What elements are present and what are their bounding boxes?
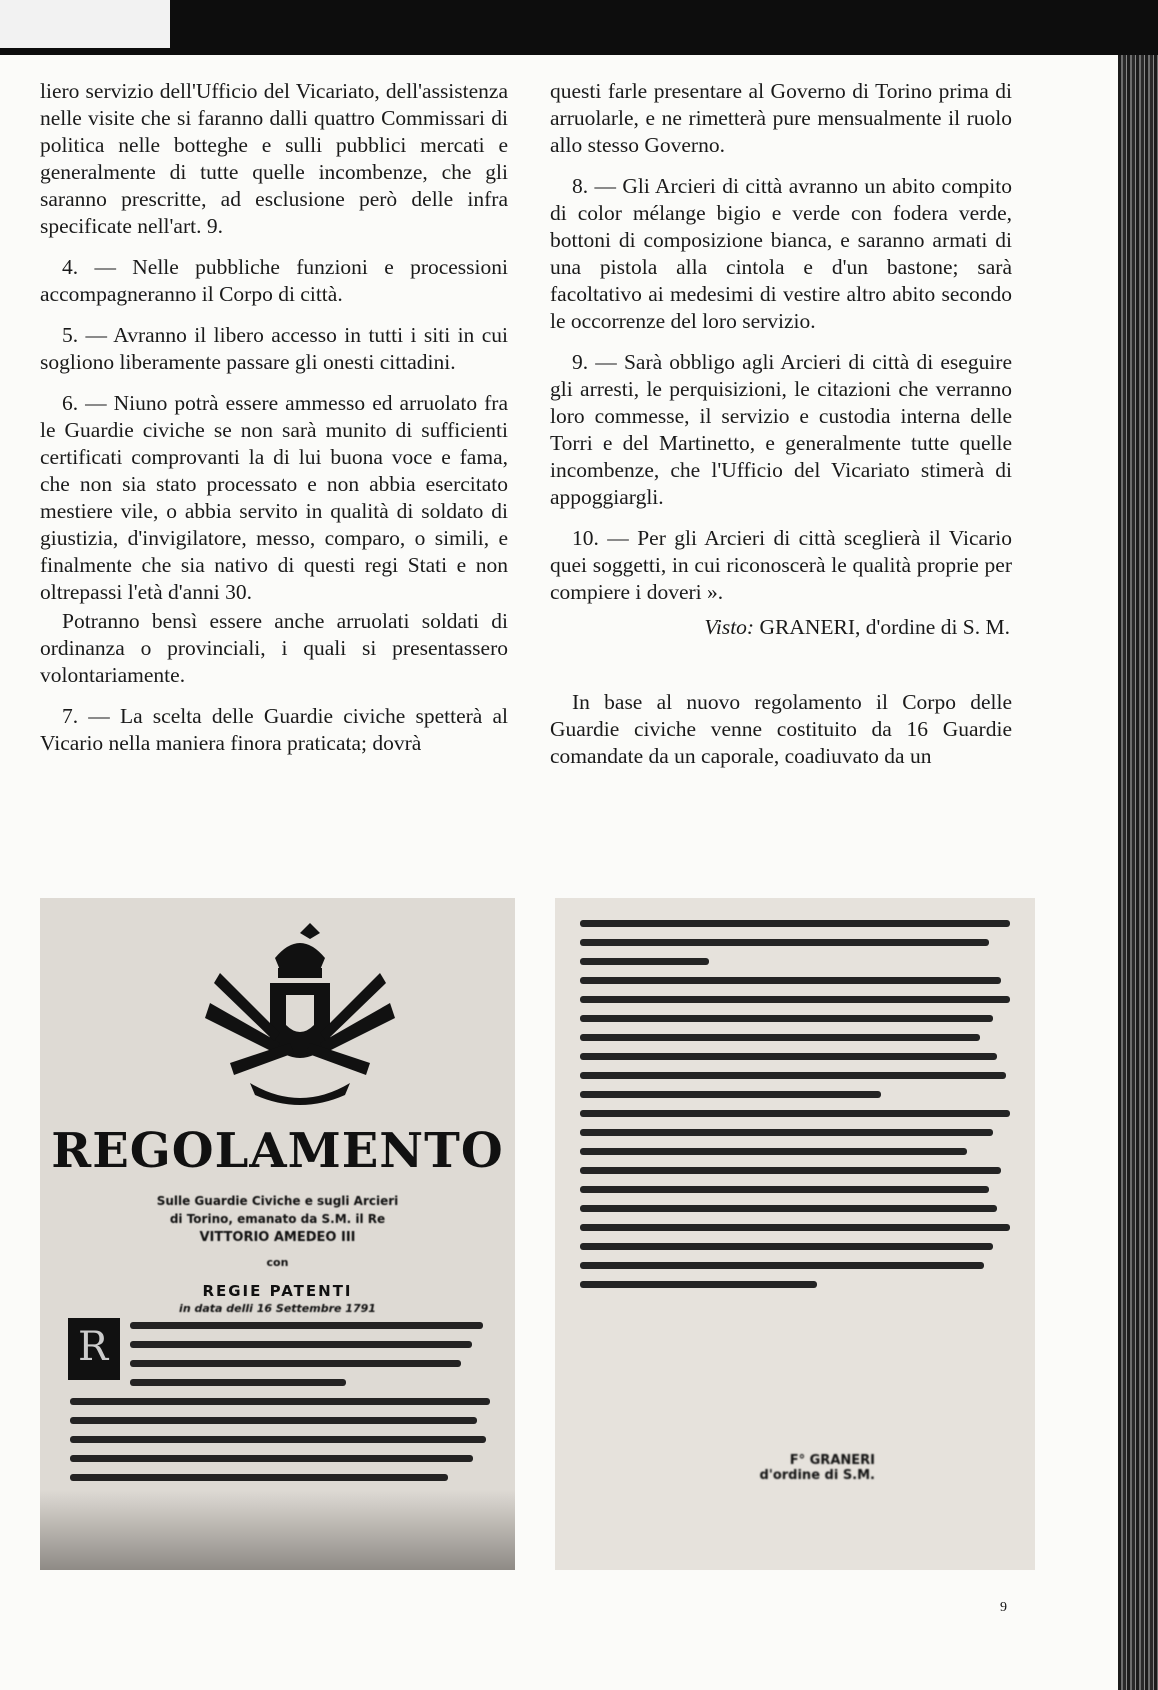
plate-line-5: REGIE PATENTI bbox=[202, 1282, 353, 1300]
left-text-column bbox=[40, 78, 508, 771]
plate-line-4: con bbox=[266, 1256, 289, 1269]
article-5: 5. — Avranno il libero accesso in tutti i siti in cui sogliono liberamente passare gli onesti cittadini. bbox=[40, 323, 508, 374]
royal-crest-icon bbox=[190, 913, 410, 1123]
initial-letter: R bbox=[78, 1324, 109, 1370]
signatory: GRANERI, d'ordine di S. M. bbox=[759, 615, 1010, 639]
article-8: 8. — Gli Arcieri di città avranno un abito compito di color mélange bigio e verde con fodera verde, bottoni di composizione bianca, e saranno armati di una pistola alla cintola e d'un bastone; sarà facoltativo ai medesimi di vestire altro abito secondo le occorrenze del loro servizio. bbox=[550, 174, 1012, 333]
article-9: 9. — Sarà obbligo agli Arcieri di città di eseguire gli arresti, le perquisizioni, le citazioni che verranno loro commesse, il servizio e custodia interna delle Torri e del Martinetto, e generalmente tutte quelle incombenze, che l'Ufficio del Vicariato stimerà di appoggiargli. bbox=[550, 350, 1012, 509]
article-6: 6. — Niuno potrà essere ammesso ed arruolato fra le Guardie civiche se non sarà munito di sufficienti certificati comprovanti la di lui buona voce e fama, che non sia stato processato e non abbia esercitato mestiere vile, o abbia servito in qualità di soldato di giustizia, d'invigilatore, messo, comparo, o simili, e finalmente che sia nativo di questi regi Stati e non oltrepassi l'età d'anni 30. bbox=[40, 391, 508, 604]
binding-strip bbox=[1118, 55, 1158, 1690]
regolamento-cover-image bbox=[40, 898, 515, 1570]
plate-line-1: Sulle Guardie Civiche e sugli Arcieri bbox=[156, 1194, 399, 1208]
plate-text-block-1 bbox=[130, 1322, 490, 1398]
plate-line-3: VITTORIO AMEDEO III bbox=[199, 1230, 356, 1245]
plate-signature bbox=[760, 1453, 875, 1483]
regolamento-text-image bbox=[555, 898, 1035, 1570]
closing-paragraph: In base al nuovo regolamento il Corpo delle Guardie civiche venne costituito da 16 Guardie comandate da un caporale, coadiuvato da un bbox=[550, 690, 1012, 768]
article-7-continuation: questi farle presentare al Governo di Torino prima di arruolarle, e ne rimetterà pure mensualmente il ruolo allo stesso Governo. bbox=[550, 79, 1012, 157]
page-mark: 9 bbox=[1000, 1600, 1007, 1615]
plate-line-6: in data delli 16 Settembre 1791 bbox=[179, 1302, 376, 1315]
plate-right-text bbox=[580, 920, 1010, 1300]
plate-signature-title: d'ordine di S.M. bbox=[759, 1468, 875, 1483]
visto-label: Visto: bbox=[704, 615, 755, 639]
article-10: 10. — Per gli Arcieri di città sceglierà il Vicario quei soggetti, in cui riconoscerà le qualità proprie per compiere i doveri ». bbox=[550, 526, 1012, 604]
article-6-addendum: Potranno bensì essere anche arruolati soldati di ordinanza o provinciali, i quali si presentassero volontariamente. bbox=[40, 609, 508, 687]
article-4: 4. — Nelle pubbliche funzioni e processioni accompagneranno il Corpo di città. bbox=[40, 255, 508, 306]
right-text-column bbox=[550, 78, 1012, 784]
plate-signature-name: F° GRANERI bbox=[789, 1453, 875, 1468]
article-7: 7. — La scelta delle Guardie civiche spetterà al Vicario nella maniera finora praticata; dovrà bbox=[40, 704, 508, 755]
decorated-initial bbox=[68, 1318, 120, 1380]
paragraph-continuation: liero servizio dell'Ufficio del Vicariato, dell'assistenza nelle visite che si faranno dalli quattro Commissari di politica nelle botteghe e sulli pubblici mercati e generalmente di tutte quelle incombenze, che gli saranno prescritte, ad esclusione però delle infra specificate nell'art. 9. bbox=[40, 79, 508, 238]
plate-line-2: di Torino, emanato da S.M. il Re bbox=[169, 1212, 386, 1226]
plate-title: REGOLAMENTO bbox=[51, 1123, 504, 1179]
signature-line bbox=[550, 614, 1012, 641]
page-corner bbox=[0, 0, 170, 48]
